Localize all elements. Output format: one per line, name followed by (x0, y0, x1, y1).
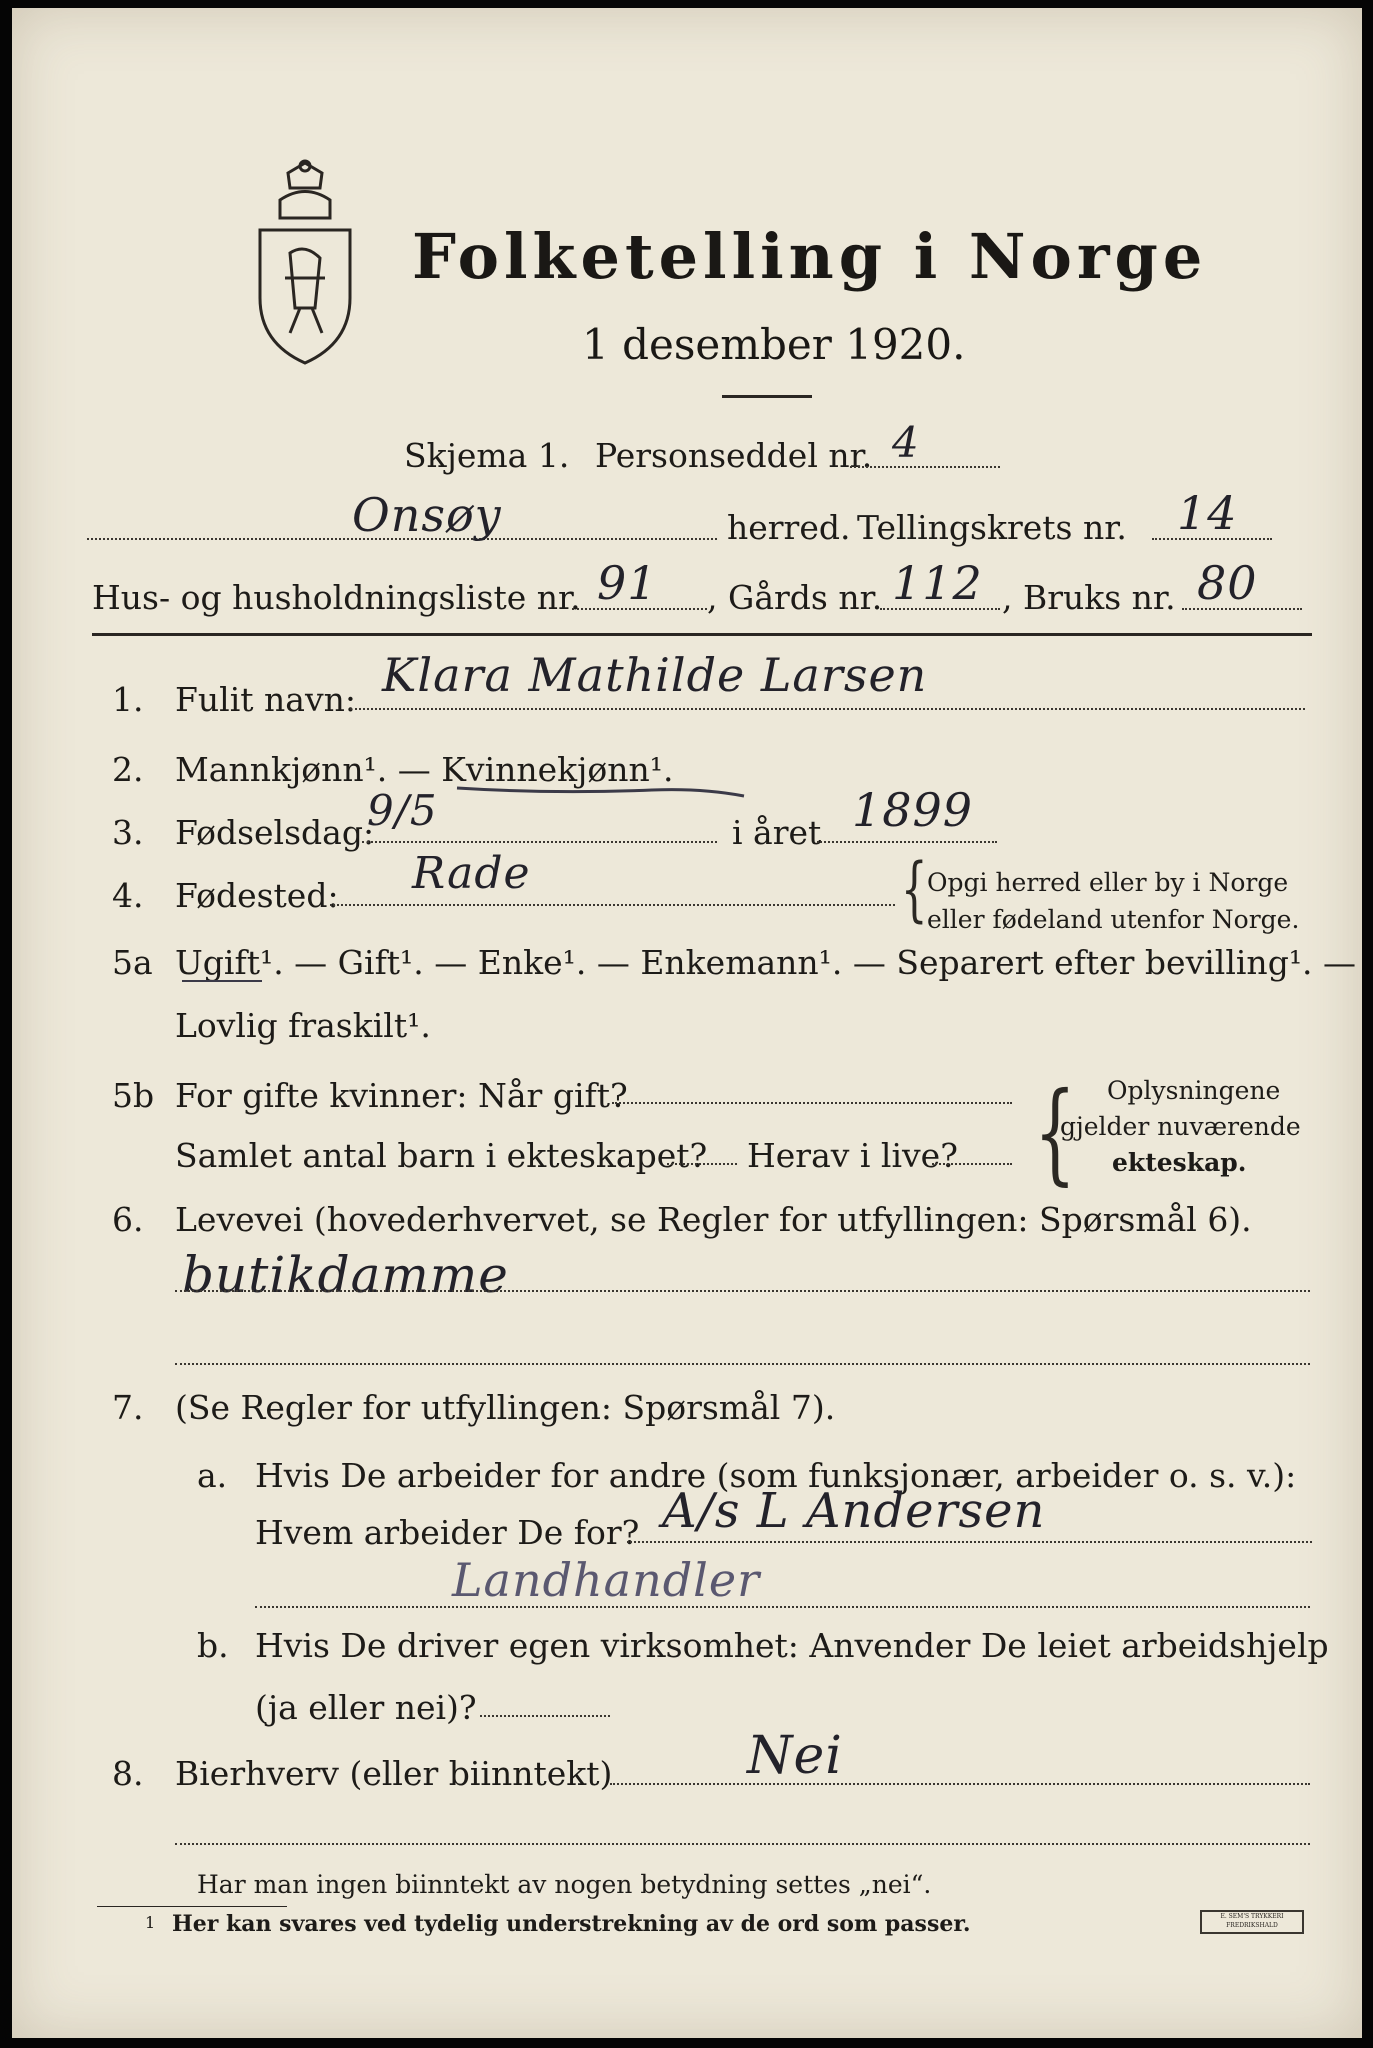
marital-options-line2: Lovlig fraskilt¹. (175, 1006, 431, 1045)
q7b-line (480, 1715, 610, 1717)
q4-brace: { (900, 848, 928, 930)
q7a-line2-rule (255, 1606, 1310, 1608)
side-income-value: Nei (747, 1726, 843, 1786)
q4-number: 4. (112, 876, 144, 915)
q7a-line2: Hvem arbeider De for? (255, 1513, 640, 1552)
q7-number: 7. (112, 1388, 144, 1427)
q7a-letter: a. (197, 1456, 228, 1495)
husholdning-label: Hus- og husholdningsliste nr. (92, 578, 581, 617)
q6-label: Levevei (hovederhvervet, se Regler for utfyllingen: Spørsmål 6). (175, 1200, 1252, 1239)
q3-number: 3. (112, 813, 144, 852)
personseddel-line (850, 466, 1000, 468)
q3-year-label: i året (732, 813, 822, 852)
footnote-rule (97, 1906, 287, 1907)
q6-line1 (175, 1290, 1310, 1292)
gender-underline-mark (452, 776, 752, 806)
q5b-note-line1: Oplysningene (1107, 1076, 1281, 1105)
q1-label: Fulit navn: (175, 680, 356, 719)
personseddel-value: 4 (892, 418, 920, 467)
census-form-page (12, 8, 1362, 2038)
q7b-letter: b. (197, 1626, 229, 1665)
q7b-line2: (ja eller nei)? (255, 1688, 477, 1727)
q7a-line1: Hvis De arbeider for andre (som funksjonær, arbeider o. s. v.): (255, 1456, 1297, 1495)
birthplace-value: Rade (412, 848, 531, 899)
bruks-label: , Bruks nr. (1002, 578, 1176, 617)
q7b-line1: Hvis De driver egen virksomhet: Anvender De leiet arbeidshjelp (255, 1626, 1329, 1665)
printer-mark (1200, 1910, 1304, 1934)
q7a-line (627, 1541, 1312, 1543)
birth-year-value: 1899 (852, 783, 974, 837)
q4-note-line1: Opgi herred eller by i Norge (927, 868, 1289, 897)
full-name-value: Klara Mathilde Larsen (382, 648, 928, 702)
q3-label: Fødselsdag: (175, 813, 375, 852)
q6-line2 (175, 1363, 1310, 1365)
employer-type-value: Landhandler (452, 1553, 761, 1607)
q6-number: 6. (112, 1200, 144, 1239)
marital-options: Ugift¹. — Gift¹. — Enke¹. — Enkemann¹. — Separert efter bevilling¹. — (175, 943, 1357, 982)
husholdning-value: 91 (597, 556, 658, 610)
q3-line (362, 841, 717, 843)
q7-label: (Se Regler for utfyllingen: Spørsmål 7). (175, 1388, 836, 1427)
q4-line (330, 904, 895, 906)
footnote-text: Her kan svares ved tydelig understrekning av de ord som passer. (172, 1911, 971, 1937)
title-divider (722, 395, 812, 398)
q3-year-line (817, 841, 997, 843)
herred-label: herred. (727, 508, 851, 547)
q5b-children-line (667, 1163, 737, 1165)
coat-of-arms-icon (250, 158, 360, 368)
printer-mark-text: E. SEM'S TRYKKERI FREDRIKSHALD (1220, 1913, 1284, 1929)
q8-label: Bierhverv (eller biinntekt) (175, 1754, 613, 1793)
q4-label: Fødested: (175, 876, 339, 915)
q4-note-line2: eller fødeland utenfor Norge. (927, 905, 1300, 934)
gards-label: , Gårds nr. (707, 578, 883, 617)
herred-value: Onsøy (352, 488, 502, 542)
q5a-number: 5a (112, 943, 153, 982)
gender-options: Mannkjønn¹. — Kvinnekjønn¹. (175, 750, 674, 789)
header-rule (92, 633, 1312, 636)
q1-number: 1. (112, 680, 144, 719)
q5b-alive-line (932, 1163, 1012, 1165)
q5b-line1: For gifte kvinner: Når gift? (175, 1076, 628, 1115)
q5b-line2a: Samlet antal barn i ekteskapet? (175, 1136, 708, 1175)
q5b-note-line3: ekteskap. (1112, 1148, 1247, 1177)
q8-line2 (175, 1843, 1310, 1845)
q5b-brace: { (1034, 1068, 1076, 1196)
tellingskrets-label: Tellingskrets nr. (857, 508, 1127, 547)
birthday-value: 9/5 (367, 786, 438, 835)
q5b-line2b: Herav i live? (747, 1136, 958, 1175)
tellingskrets-value: 14 (1177, 486, 1238, 540)
q1-line (350, 708, 1305, 710)
q8-line (610, 1783, 1310, 1785)
ugift-underline-mark (182, 980, 262, 982)
q5b-note-line2: gjelder nuværende (1060, 1112, 1301, 1141)
gards-value: 112 (892, 556, 983, 610)
occupation-value: butikdamme (182, 1246, 509, 1304)
q5b-married-line (612, 1102, 1012, 1104)
skjema-label: Skjema 1. (404, 436, 570, 475)
footer-note: Har man ingen biinntekt av nogen betydning settes „nei“. (197, 1870, 932, 1899)
q5b-number: 5b (112, 1076, 155, 1115)
q2-number: 2. (112, 750, 144, 789)
personseddel-label: Personseddel nr. (595, 436, 873, 475)
q8-number: 8. (112, 1754, 144, 1793)
form-title: Folketelling i Norge (412, 220, 1208, 293)
census-date: 1 desember 1920. (582, 320, 966, 369)
footnote-mark: 1 (145, 1913, 156, 1932)
employer-value: A/s L Andersen (662, 1483, 1046, 1539)
bruks-value: 80 (1197, 556, 1258, 610)
